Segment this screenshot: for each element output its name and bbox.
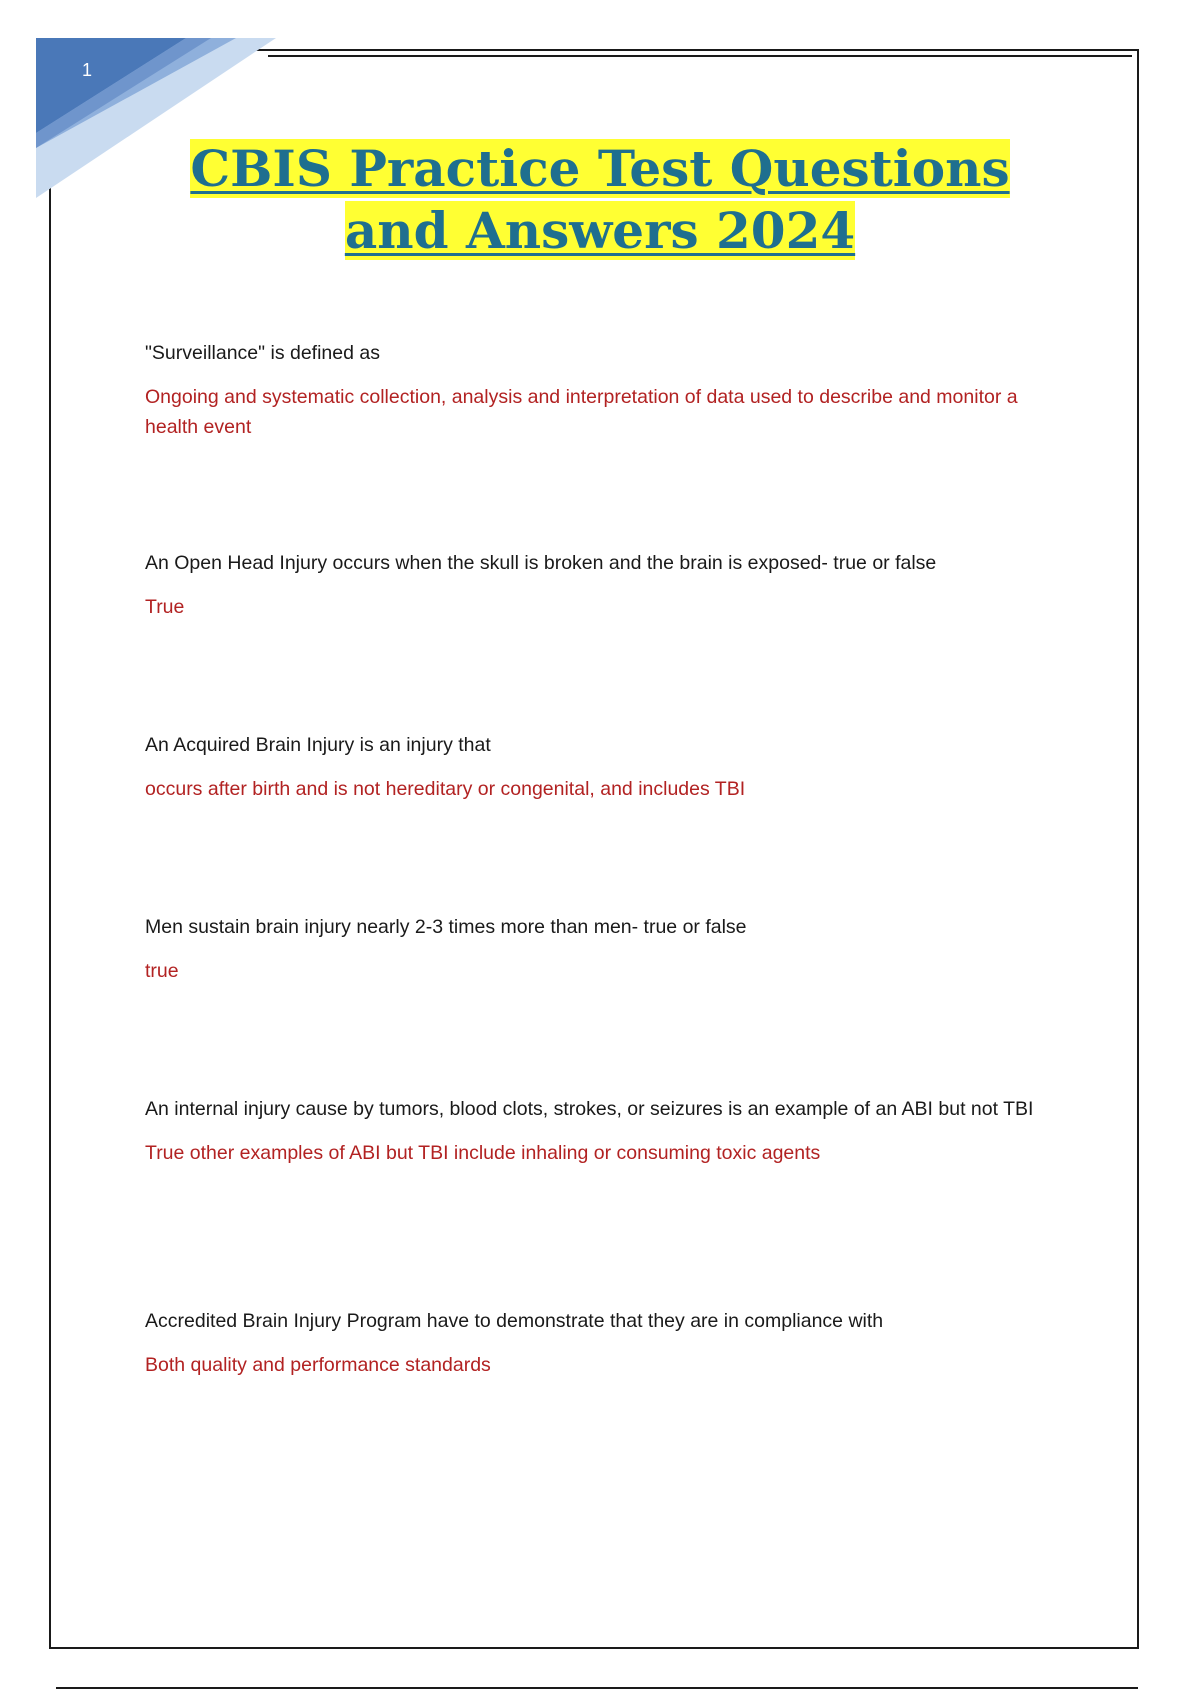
question-text: An Open Head Injury occurs when the skull is broken and the brain is exposed- true or false: [145, 552, 937, 574]
title-line-1: CBIS Practice Test Questions: [190, 139, 1010, 198]
page-border: [49, 49, 1139, 1649]
answer-text: occurs after birth and is not hereditary or congenital, and includes TBI: [145, 778, 746, 800]
page-number: 1: [82, 60, 93, 80]
question-text: An Acquired Brain Injury is an injury that: [145, 734, 491, 756]
question-text: Accredited Brain Injury Program have to demonstrate that they are in compliance with: [145, 1310, 884, 1332]
header-rule: [268, 55, 1132, 57]
question-text: An internal injury cause by tumors, blood clots, strokes, or seizures is an example of an ABI but not TBI: [145, 1098, 1034, 1120]
qa-item-1: [145, 338, 1045, 442]
qa-item-2: [145, 548, 1045, 622]
qa-item-4: [145, 912, 1045, 986]
question-text: "Surveillance" is defined as: [145, 342, 380, 364]
answer-text: true: [145, 960, 179, 982]
question-text: Men sustain brain injury nearly 2-3 times more than men- true or false: [145, 916, 747, 938]
answer-text: True: [145, 596, 185, 618]
qa-item-5: [145, 1094, 1045, 1168]
answer-text: True other examples of ABI but TBI include inhaling or consuming toxic agents: [145, 1142, 821, 1164]
page-title: [120, 138, 1080, 262]
answer-text: Ongoing and systematic collection, analysis and interpretation of data used to describe and monitor a health event: [145, 386, 1018, 438]
title-line-2: and Answers 2024: [344, 201, 856, 260]
qa-item-3: [145, 730, 1045, 804]
answer-text: Both quality and performance standards: [145, 1354, 491, 1376]
footer-rule: [56, 1687, 1138, 1689]
qa-item-6: [145, 1306, 1045, 1380]
